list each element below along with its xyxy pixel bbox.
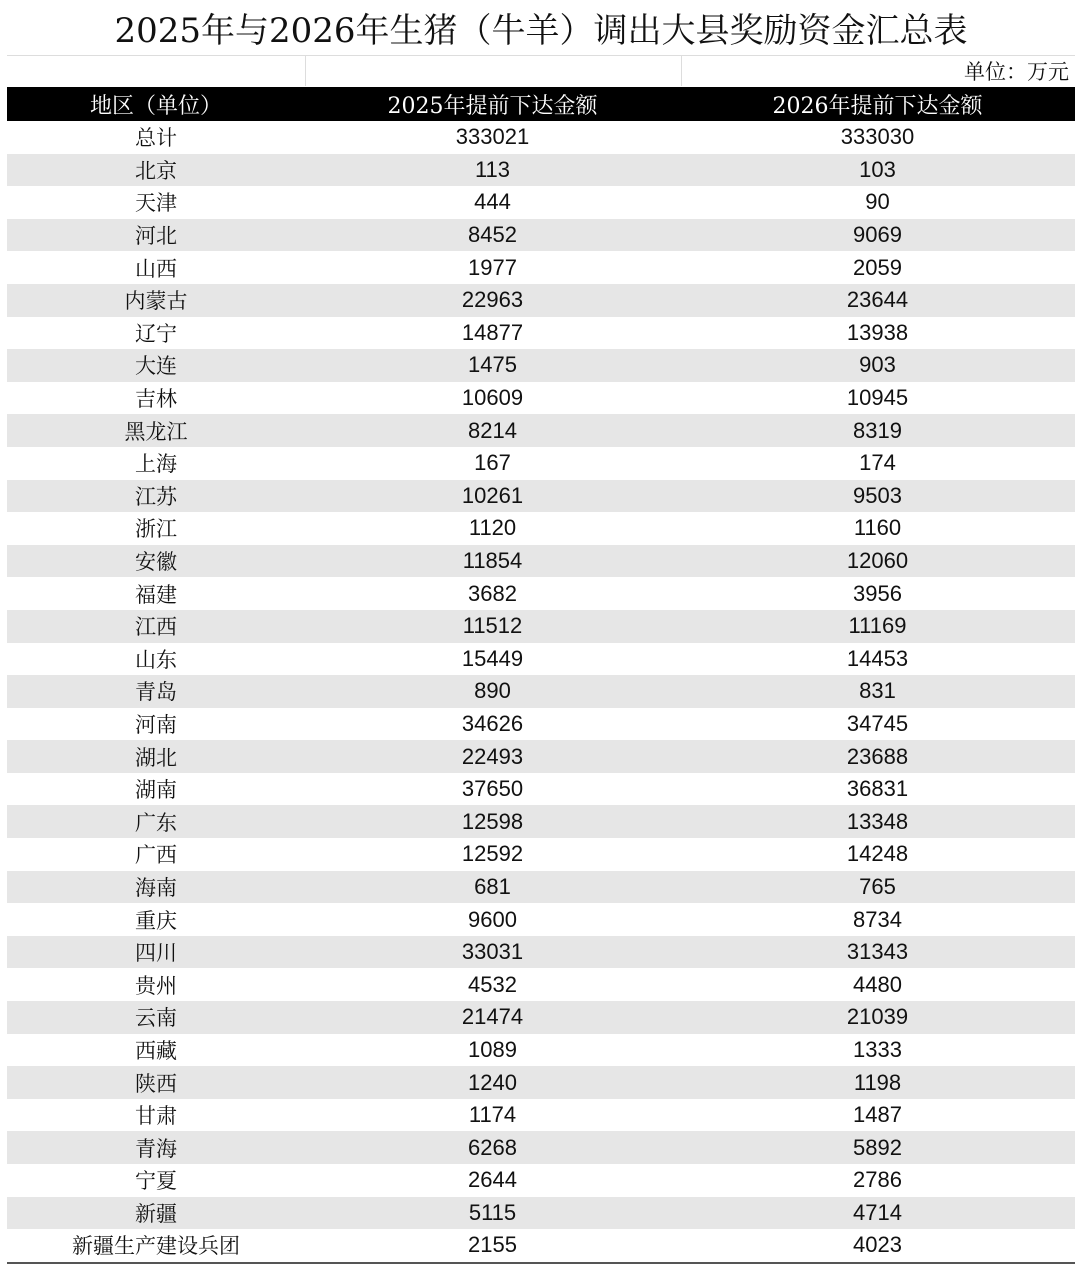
region-cell: 内蒙古 [7, 284, 305, 317]
table-row [7, 186, 1075, 219]
region-cell: 云南 [7, 1001, 305, 1034]
amount-2025-cell: 1977 [468, 254, 517, 280]
region-cell: 陕西 [7, 1066, 305, 1099]
amount-2026-cell: 1487 [853, 1102, 902, 1128]
amount-2025-cell: 6268 [305, 1131, 680, 1164]
amount-2025-cell: 11854 [305, 545, 680, 578]
amount-2025-cell: 10261 [305, 480, 680, 513]
region-cell: 四川 [7, 936, 305, 969]
amount-2026-cell: 23644 [680, 284, 1075, 317]
region-cell: 辽宁 [135, 321, 177, 346]
region-cell: 北京 [7, 154, 305, 187]
header-2026: 2026年提前下达金额 [680, 87, 1075, 121]
region-cell: 安徽 [7, 545, 305, 578]
table-row [7, 577, 1075, 610]
region-cell: 广西 [135, 843, 177, 868]
region-cell: 甘肃 [135, 1104, 177, 1129]
region-cell: 总计 [135, 126, 177, 151]
table-row [7, 643, 1075, 676]
amount-2026-cell: 8734 [853, 906, 902, 932]
region-cell: 湖北 [7, 740, 305, 773]
amount-2025-cell: 444 [474, 189, 511, 215]
amount-2025-cell: 2644 [468, 1167, 517, 1193]
table-row [7, 1099, 1075, 1132]
amount-2025-cell: 1120 [468, 515, 517, 541]
table-row [7, 740, 1075, 773]
amount-2025-cell: 1240 [305, 1066, 680, 1099]
amount-2026-cell: 2786 [853, 1167, 902, 1193]
region-cell: 海南 [7, 871, 305, 904]
region-cell: 江西 [7, 610, 305, 643]
region-cell: 山东 [135, 647, 177, 672]
table-row [7, 805, 1075, 838]
region-cell: 天津 [135, 191, 177, 216]
amount-2026-cell: 4714 [680, 1197, 1075, 1230]
amount-2026-cell: 9069 [680, 219, 1075, 252]
region-cell: 宁夏 [135, 1169, 177, 1194]
amount-2025-cell: 34626 [461, 710, 524, 736]
amount-2025-cell: 333021 [455, 124, 530, 150]
region-cell: 贵州 [135, 973, 177, 998]
amount-2026-cell: 2059 [853, 254, 902, 280]
amount-2026-cell: 13348 [680, 805, 1075, 838]
amount-2025-cell: 681 [305, 871, 680, 904]
region-cell: 河南 [135, 712, 177, 737]
table-row [7, 610, 1075, 643]
amount-2025-cell: 167 [474, 450, 511, 476]
table-row [7, 512, 1075, 545]
table-row [7, 1034, 1075, 1067]
amount-2026-cell: 34745 [846, 710, 909, 736]
table-row [7, 284, 1075, 317]
amount-2026-cell: 12060 [680, 545, 1075, 578]
amount-2026-cell: 3956 [853, 580, 902, 606]
amount-2026-cell: 90 [865, 189, 890, 215]
amount-2025-cell: 22963 [305, 284, 680, 317]
table-title: 2025年与2026年生猪（牛羊）调出大县奖励资金汇总表 [7, 8, 1075, 56]
region-cell: 广东 [7, 805, 305, 838]
amount-2026-cell: 36831 [846, 776, 909, 802]
table-row [7, 414, 1075, 447]
region-cell: 浙江 [135, 517, 177, 542]
table-row [7, 936, 1075, 969]
amount-2025-cell: 1089 [468, 1036, 517, 1062]
header-2025: 2025年提前下达金额 [305, 87, 680, 121]
empty-cell [7, 55, 305, 86]
amount-2026-cell: 1160 [853, 515, 902, 541]
table-row [7, 219, 1075, 252]
region-cell: 重庆 [135, 908, 177, 933]
amount-2026-cell: 831 [680, 675, 1075, 708]
amount-2025-cell: 8214 [305, 414, 680, 447]
amount-2025-cell: 2155 [305, 1229, 680, 1263]
amount-2026-cell: 5892 [680, 1131, 1075, 1164]
amount-2025-cell: 4532 [468, 971, 517, 997]
amount-2026-cell: 1198 [680, 1066, 1075, 1099]
table-row [7, 1066, 1075, 1099]
region-cell: 河北 [7, 219, 305, 252]
amount-2025-cell: 33031 [305, 936, 680, 969]
amount-2026-cell: 103 [680, 154, 1075, 187]
amount-2026-cell: 333030 [840, 124, 915, 150]
amount-2026-cell: 14453 [846, 645, 909, 671]
table-row [7, 121, 1075, 154]
amount-2025-cell: 21474 [305, 1001, 680, 1034]
amount-2025-cell: 37650 [461, 776, 524, 802]
region-cell: 江苏 [7, 480, 305, 513]
table-row [7, 968, 1075, 1001]
region-cell: 吉林 [135, 387, 177, 412]
unit-label: 单位：万元 [681, 55, 1075, 86]
table-row [7, 545, 1075, 578]
table-row [7, 838, 1075, 871]
amount-2025-cell: 15449 [461, 645, 524, 671]
region-cell: 新疆生产建设兵团 [7, 1229, 305, 1263]
amount-2026-cell: 174 [859, 450, 896, 476]
table-row [7, 1229, 1075, 1263]
table-row [7, 1164, 1075, 1197]
table-row [7, 447, 1075, 480]
amount-2026-cell: 13938 [846, 319, 909, 345]
amount-2025-cell: 11512 [305, 610, 680, 643]
table-row [7, 1001, 1075, 1034]
table-row [7, 773, 1075, 806]
amount-2025-cell: 14877 [461, 319, 524, 345]
table-row [7, 871, 1075, 904]
amount-2026-cell: 31343 [680, 936, 1075, 969]
unit-row [7, 55, 1075, 86]
table-row [7, 349, 1075, 382]
table-row [7, 675, 1075, 708]
amount-2025-cell: 1475 [305, 349, 680, 382]
header-row [7, 87, 1075, 121]
region-cell: 青海 [7, 1131, 305, 1164]
amount-2025-cell: 5115 [305, 1197, 680, 1230]
amount-2025-cell: 113 [305, 154, 680, 187]
amount-2026-cell: 1333 [853, 1036, 902, 1062]
funding-table [7, 87, 1075, 1264]
amount-2025-cell: 12592 [461, 841, 524, 867]
amount-2025-cell: 22493 [305, 740, 680, 773]
region-cell: 黑龙江 [7, 414, 305, 447]
amount-2025-cell: 8452 [305, 219, 680, 252]
table-row [7, 382, 1075, 415]
table-row [7, 317, 1075, 350]
amount-2026-cell: 14248 [846, 841, 909, 867]
header-region: 地区（单位） [7, 87, 305, 121]
region-cell: 大连 [7, 349, 305, 382]
empty-cell [305, 55, 681, 86]
table-row [7, 903, 1075, 936]
amount-2026-cell: 21039 [680, 1001, 1075, 1034]
region-cell: 新疆 [7, 1197, 305, 1230]
amount-2026-cell: 8319 [680, 414, 1075, 447]
region-cell: 上海 [135, 452, 177, 477]
region-cell: 湖南 [135, 778, 177, 803]
amount-2026-cell: 23688 [680, 740, 1075, 773]
region-cell: 西藏 [135, 1038, 177, 1063]
amount-2025-cell: 890 [305, 675, 680, 708]
table-row [7, 1131, 1075, 1164]
amount-2025-cell: 1174 [468, 1102, 517, 1128]
amount-2025-cell: 10609 [461, 385, 524, 411]
amount-2025-cell: 3682 [468, 580, 517, 606]
table-row [7, 154, 1075, 187]
table-row [7, 1197, 1075, 1230]
amount-2025-cell: 9600 [468, 906, 517, 932]
table-row [7, 480, 1075, 513]
amount-2026-cell: 11169 [680, 610, 1075, 643]
table-row [7, 708, 1075, 741]
amount-2026-cell: 9503 [680, 480, 1075, 513]
amount-2025-cell: 12598 [305, 805, 680, 838]
amount-2026-cell: 765 [680, 871, 1075, 904]
amount-2026-cell: 10945 [846, 385, 909, 411]
region-cell: 青岛 [7, 675, 305, 708]
region-cell: 山西 [135, 256, 177, 281]
region-cell: 福建 [135, 582, 177, 607]
table-row [7, 251, 1075, 284]
amount-2026-cell: 903 [680, 349, 1075, 382]
amount-2026-cell: 4480 [853, 971, 902, 997]
amount-2026-cell: 4023 [680, 1229, 1075, 1263]
